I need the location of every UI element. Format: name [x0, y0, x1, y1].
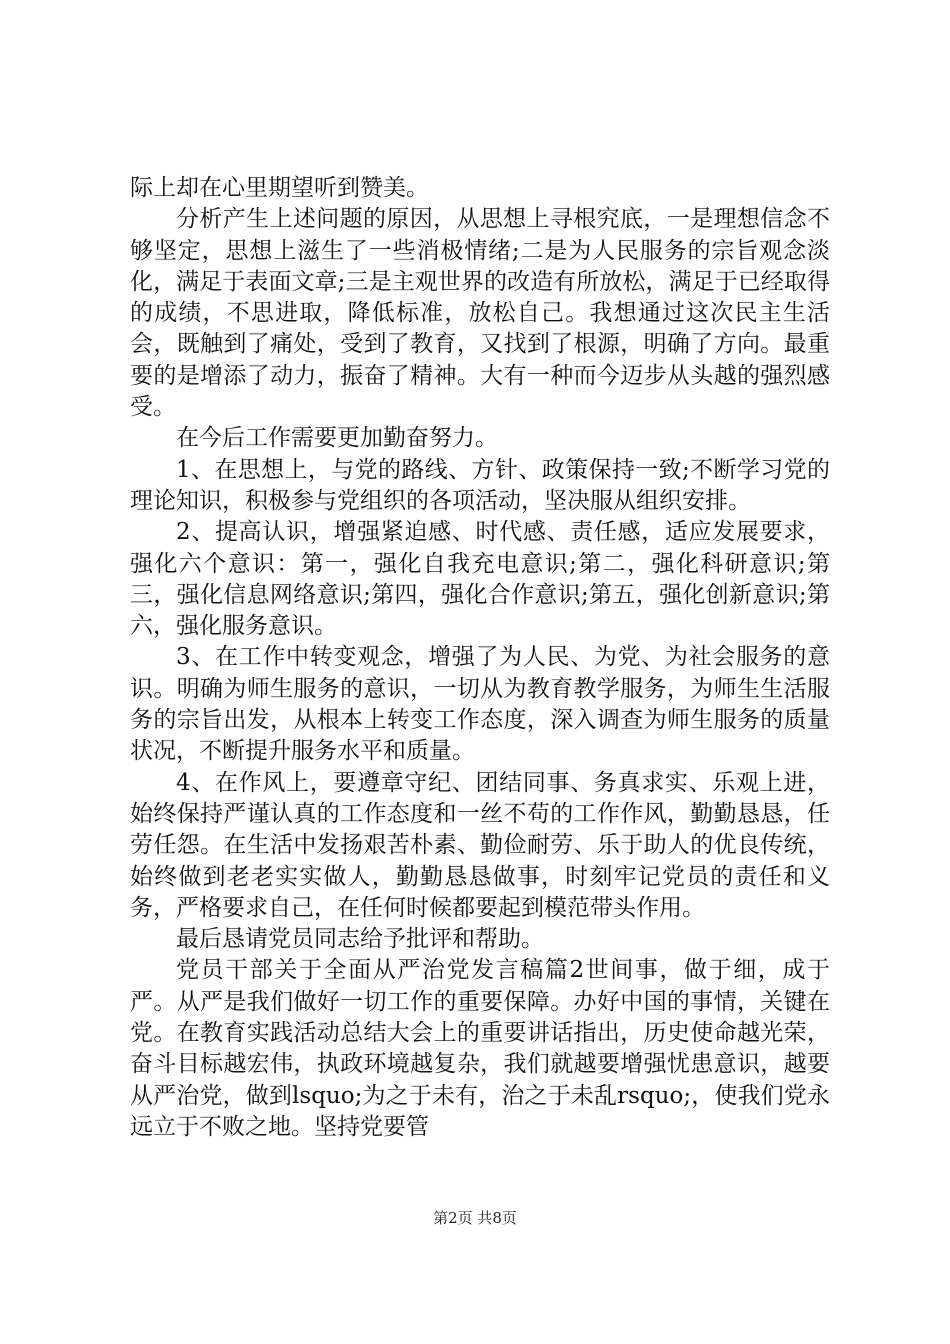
paragraph-closing-request: 最后恳请党员同志给予批评和帮助。 — [176, 926, 544, 953]
paragraph-continuation: 际上却在心里期望听到赞美。 — [130, 175, 429, 201]
paragraph-speech-2: 党员干部关于全面从严治党发言稿篇2世间事，做于细，成于严。从严是我们做好一切工作的重要保障。办好中国的事情，关键在党。在教育实践活动总结大会上的重要讲话指出，历史使命越光荣，奋斗目标越宏伟，执政环境越复杂，我们就越要增强忧患意识，越要从严治党，做到lsquo;为之于未有，治之于未乱rsquo;，使我们党永远立于不败之地。坚持党要管 — [130, 957, 830, 1140]
paragraph-item-1: 1、在思想上，与党的路线、方针、政策保持一致;不断学习党的理论知识，积极参与党组织的各项活动，坚决服从组织安排。 — [130, 456, 830, 514]
paragraph-item-2: 2、提高认识，增强紧迫感、时代感、责任感，适应发展要求，强化六个意识：第一，强化自我充电意识;第二，强化科研意识;第三，强化信息网络意识;第四，强化合作意识;第五，强化创新意识;第六，强化服务意识。 — [130, 519, 830, 640]
paragraph-item-3: 3、在工作中转变观念，增强了为人民、为党、为社会服务的意识。明确为师生服务的意识，一切从为教育教学服务，为师生生活服务的宗旨出发，从根本上转变工作态度，深入调查为师生服务的质量状况，不断提升服务水平和质量。 — [130, 644, 830, 765]
document-body — [130, 173, 830, 1143]
paragraph-future-work: 在今后工作需要更加勤奋努力。 — [176, 425, 498, 452]
paragraph-cause-analysis: 分析产生上述问题的原因，从思想上寻根究底，一是理想信念不够坚定，思想上滋生了一些消极情绪;二是为人民服务的宗旨观念淡化，满足于表面文章;三是主观世界的改造有所放松，满足于已经取得的成绩，不思进取，降低标准，放松自己。我想通过这次民主生活会，既触到了痛处，受到了教育，又找到了根源，明确了方向。最重要的是增添了动力，振奋了精神。大有一种而今迈步从头越的强烈感受。 — [130, 206, 830, 421]
page-number-footer: 第2页 共8页 — [433, 1209, 517, 1227]
paragraph-item-4: 4、在作风上，要遵章守纪、团结同事、务真求实、乐观上进，始终保持严谨认真的工作态度和一丝不苟的工作作风，勤勤恳恳，任劳任怨。在生活中发扬艰苦朴素、勤俭耐劳、乐于助人的优良传统，始终做到老老实实做人，勤勤恳恳做事，时刻牢记党员的责任和义务，严格要求自己，在任何时候都要起到模范带头作用。 — [130, 769, 830, 921]
